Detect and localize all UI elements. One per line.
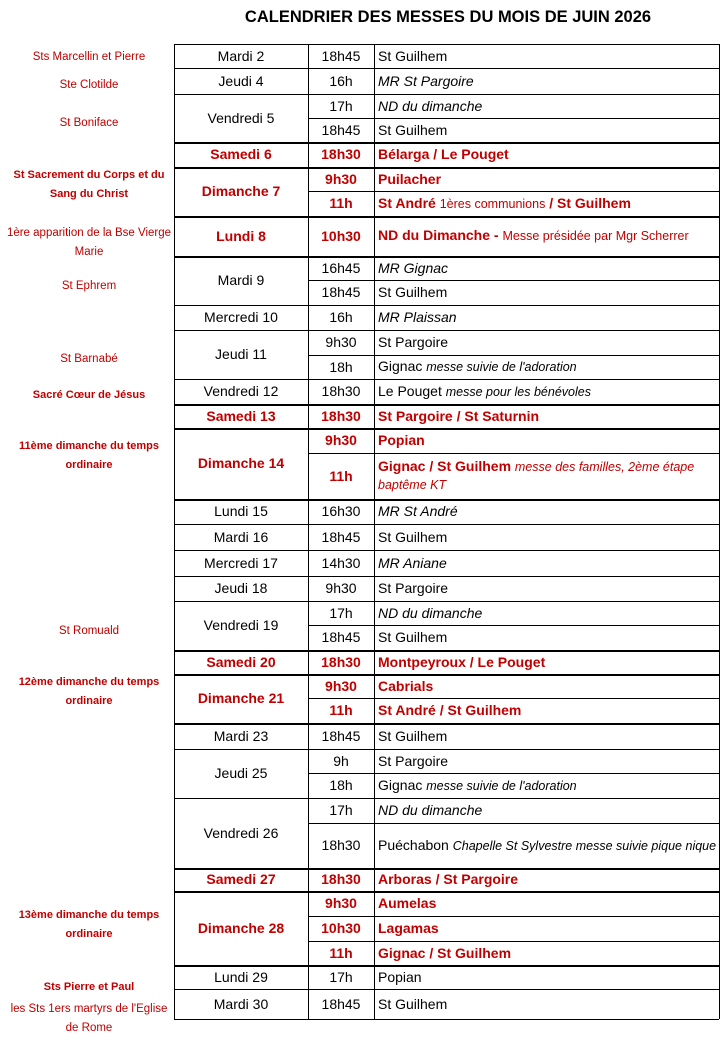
place-text xyxy=(378,358,577,376)
place-name: Gignac / St Guilhem xyxy=(378,458,512,474)
day-cell: Jeudi 25 xyxy=(214,765,268,781)
place-name: Puilacher xyxy=(378,170,442,187)
saint-label: Ste Clotilde xyxy=(59,79,119,91)
place-name: St Guilhem xyxy=(378,121,448,138)
time-cell: 17h xyxy=(329,802,353,818)
place-text xyxy=(378,629,447,646)
day-cell: Vendredi 19 xyxy=(203,617,279,633)
place-text xyxy=(378,678,433,695)
place-text xyxy=(378,969,422,986)
place-name: St Guilhem xyxy=(378,727,448,744)
place-cell xyxy=(374,453,719,499)
time-cell: 16h xyxy=(329,309,353,325)
mass-note: messe suivie de l'adoration xyxy=(426,778,577,793)
time-cell: 18h45 xyxy=(321,995,361,1012)
place-text xyxy=(378,837,716,855)
place-cell xyxy=(374,916,719,941)
place-name: MR St Pargoire xyxy=(378,72,474,89)
place-name: St Pargoire xyxy=(378,334,449,350)
time-cell: 9h30 xyxy=(325,432,357,448)
place-text xyxy=(378,73,474,90)
time-cell: 11h xyxy=(329,702,353,718)
day-cell: Samedi 6 xyxy=(210,146,272,162)
place-cell xyxy=(374,723,719,749)
place-cell xyxy=(374,142,719,167)
place-name: Cabrials xyxy=(378,677,434,694)
place-name: St André / St Guilhem xyxy=(378,702,522,718)
time-cell: 18h45 xyxy=(321,528,361,545)
place-cell xyxy=(374,167,719,191)
day-cell: Jeudi 4 xyxy=(218,72,264,89)
place-text xyxy=(378,529,447,546)
mass-note: Chapelle St Sylvestre messe suivie pique nique xyxy=(452,838,717,853)
day-cell: Mardi 9 xyxy=(217,272,265,288)
place-text xyxy=(378,309,457,326)
place-cell xyxy=(374,524,719,550)
place-cell xyxy=(374,330,719,355)
place-name: Lagamas xyxy=(378,920,439,936)
place-text xyxy=(378,146,509,163)
place-text xyxy=(378,802,482,819)
day-cell: Vendredi 12 xyxy=(203,383,279,399)
time-cell: 14h30 xyxy=(321,554,361,571)
place-cell xyxy=(374,191,719,216)
day-cell: Vendredi 26 xyxy=(203,824,279,841)
place-text xyxy=(378,895,436,912)
place-name: Puéchabon xyxy=(378,836,449,853)
day-cell: Mercredi 10 xyxy=(204,309,278,325)
place-text xyxy=(378,458,719,494)
place-name: MR St André xyxy=(378,503,458,519)
place-text xyxy=(378,580,448,597)
time-cell: 11h xyxy=(329,944,353,961)
place-cell xyxy=(374,868,719,891)
saint-label: 12ème dimanche du temps ordinaire xyxy=(18,676,160,707)
place-cell xyxy=(374,280,719,305)
place-cell xyxy=(374,550,719,576)
place-text xyxy=(378,753,448,770)
day-cell: Mardi 2 xyxy=(217,47,265,64)
time-cell: 18h30 xyxy=(321,383,361,399)
time-cell: 16h xyxy=(329,72,353,89)
time-cell: 18h xyxy=(329,358,353,375)
day-cell: Mardi 16 xyxy=(213,528,269,545)
place-cell xyxy=(374,650,719,674)
place-cell xyxy=(374,216,719,256)
place-name: St André xyxy=(378,194,436,211)
place-cell xyxy=(374,989,719,1019)
place-name: MR Gignac xyxy=(378,259,449,276)
day-cell: Samedi 13 xyxy=(206,407,276,424)
time-cell: 16h30 xyxy=(321,503,361,519)
saint-label: St Boniface xyxy=(59,117,119,129)
saint-label: Sts Marcellin et Pierre xyxy=(32,51,146,63)
place-cell xyxy=(374,256,719,280)
day-cell: Mercredi 17 xyxy=(204,554,278,571)
place-text xyxy=(378,996,447,1013)
time-cell: 18h45 xyxy=(321,284,361,300)
column-divider xyxy=(174,44,175,1019)
place-text xyxy=(378,945,511,962)
day-cell: Mardi 30 xyxy=(213,995,269,1012)
mass-note: Messe présidée par Mgr Scherrer xyxy=(502,229,689,243)
saint-label: 13ème dimanche du temps ordinaire xyxy=(18,909,160,940)
time-cell: 9h30 xyxy=(325,580,357,596)
saint-label: Sacré Cœur de Jésus xyxy=(32,389,146,401)
page-title: CALENDRIER DES MESSES DU MOIS DE JUIN 2026 xyxy=(244,8,652,26)
day-cell: Samedi 27 xyxy=(206,871,276,887)
place-name: Montpeyroux / Le Pouget xyxy=(378,653,546,670)
place-name: Gignac / St Guilhem xyxy=(378,944,512,961)
place-text xyxy=(378,503,458,520)
time-cell: 18h45 xyxy=(321,121,361,138)
day-cell: Lundi 29 xyxy=(214,968,268,985)
place-text xyxy=(378,408,539,425)
time-cell: 18h30 xyxy=(321,407,361,424)
time-cell: 9h30 xyxy=(325,677,357,694)
place-name: Arboras / St Pargoire xyxy=(378,871,519,887)
day-cell: Lundi 8 xyxy=(216,227,266,244)
place-cell xyxy=(374,499,719,524)
saint-label: St Ephrem xyxy=(61,280,117,292)
place-name: Aumelas xyxy=(378,895,437,911)
saint-label: St Sacrement du Corps et du Sang du Christ xyxy=(13,169,165,200)
place-cell xyxy=(374,379,719,404)
place-text xyxy=(378,334,448,351)
mass-note: messe suivie de l'adoration xyxy=(426,360,577,374)
place-name: St Pargoire / St Saturnin xyxy=(378,407,540,424)
place-cell xyxy=(374,823,719,868)
saint-label: St Romuald xyxy=(58,625,120,637)
place-cell xyxy=(374,404,719,428)
place-cell xyxy=(374,773,719,798)
place-text xyxy=(378,122,447,139)
place-name: St Guilhem xyxy=(378,629,448,645)
place-text xyxy=(378,871,518,888)
place-text xyxy=(378,383,591,401)
place-name: St Pargoire xyxy=(378,752,449,769)
place-name: ND du dimanche xyxy=(378,802,483,818)
day-cell: Samedi 20 xyxy=(206,653,276,670)
day-cell: Mardi 23 xyxy=(213,727,269,744)
time-cell: 18h45 xyxy=(321,629,361,645)
day-cell: Dimanche 7 xyxy=(201,183,281,199)
place-name: Popian xyxy=(378,432,425,448)
time-cell: 18h xyxy=(329,777,353,793)
place-text xyxy=(378,227,689,245)
time-cell: 9h30 xyxy=(325,170,357,187)
time-cell: 18h30 xyxy=(321,837,361,853)
place-cell xyxy=(374,965,719,989)
place-cell xyxy=(374,305,719,330)
time-cell: 9h30 xyxy=(325,334,357,350)
day-cell: Dimanche 28 xyxy=(197,919,285,936)
column-divider xyxy=(308,44,309,1019)
place-text xyxy=(378,605,482,622)
place-cell xyxy=(374,601,719,625)
place-cell xyxy=(374,698,719,723)
place-name: ND du Dimanche - xyxy=(378,227,499,243)
place-text xyxy=(378,728,447,745)
place-cell xyxy=(374,891,719,916)
time-cell: 17h xyxy=(329,968,353,985)
place-cell xyxy=(374,798,719,823)
day-cell: Jeudi 18 xyxy=(214,580,268,596)
day-cell: Lundi 15 xyxy=(214,503,268,519)
time-cell: 11h xyxy=(329,467,353,484)
saint-label: les Sts 1ers martyrs de l'Eglise de Rome xyxy=(10,1003,168,1034)
column-divider xyxy=(374,44,375,1019)
saint-label: Sts Pierre et Paul xyxy=(43,981,135,993)
place-text xyxy=(378,555,447,572)
place-text xyxy=(378,702,521,719)
place-text xyxy=(378,98,482,115)
time-cell: 17h xyxy=(329,604,353,621)
place-cell xyxy=(374,355,719,379)
time-cell: 11h xyxy=(329,195,353,211)
place-text xyxy=(378,48,447,65)
place-name: Gignac xyxy=(378,358,423,374)
time-cell: 17h xyxy=(329,97,353,114)
place-name: St Guilhem xyxy=(378,528,448,545)
row-divider xyxy=(174,1019,719,1020)
place-cell xyxy=(374,428,719,453)
place-text xyxy=(378,920,439,937)
mass-note: messe pour les bénévoles xyxy=(445,384,591,399)
time-cell: 9h30 xyxy=(325,895,357,911)
place-text xyxy=(378,654,545,671)
place-name: Gignac xyxy=(378,776,423,793)
place-cell xyxy=(374,118,719,142)
time-cell: 16h45 xyxy=(321,259,361,276)
time-cell: 18h30 xyxy=(321,871,361,887)
place-name: St Pargoire xyxy=(378,580,449,596)
place-text xyxy=(378,284,447,301)
place-cell xyxy=(374,94,719,118)
time-cell: 18h30 xyxy=(321,146,361,162)
saint-label: 1ère apparition de la Bse Vierge Marie xyxy=(6,227,172,258)
place-name: Bélarga / Le Pouget xyxy=(378,146,509,162)
place-name: MR Plaissan xyxy=(378,309,457,325)
place-cell xyxy=(374,625,719,650)
time-cell: 18h45 xyxy=(321,727,361,744)
place-text xyxy=(378,777,577,795)
place-text xyxy=(378,195,631,213)
place-text xyxy=(378,260,448,277)
saint-label: St Barnabé xyxy=(60,353,118,365)
time-cell: 18h45 xyxy=(321,47,361,64)
time-cell: 10h30 xyxy=(321,920,361,936)
place-name: ND du dimanche xyxy=(378,97,483,114)
place-cell xyxy=(374,674,719,698)
place-cell xyxy=(374,44,719,68)
place-cell xyxy=(374,576,719,601)
day-cell: Dimanche 21 xyxy=(197,690,285,706)
saint-label: 11ème dimanche du temps ordinaire xyxy=(19,440,159,471)
place-name: St Guilhem xyxy=(378,284,448,300)
place-name: MR Aniane xyxy=(378,554,447,571)
place-name: / St Guilhem xyxy=(549,194,631,211)
mass-note: 1ères communions xyxy=(439,196,546,211)
place-cell xyxy=(374,941,719,965)
place-name: St Guilhem xyxy=(378,995,448,1012)
place-name: St Guilhem xyxy=(378,47,448,64)
day-cell: Vendredi 5 xyxy=(207,109,275,126)
place-name: Le Pouget xyxy=(378,382,442,399)
place-name: ND du dimanche xyxy=(378,604,483,621)
day-cell: Dimanche 14 xyxy=(197,455,285,471)
place-text xyxy=(378,432,425,449)
place-text xyxy=(378,171,441,188)
place-name: Popian xyxy=(378,968,422,985)
place-cell xyxy=(374,749,719,773)
day-cell: Jeudi 11 xyxy=(215,346,267,362)
time-cell: 9h xyxy=(333,752,349,769)
time-cell: 18h30 xyxy=(321,653,361,670)
time-cell: 10h30 xyxy=(321,227,361,244)
place-cell xyxy=(374,68,719,94)
mass-note: messe des familles, 2ème étape baptême KT xyxy=(378,460,695,492)
